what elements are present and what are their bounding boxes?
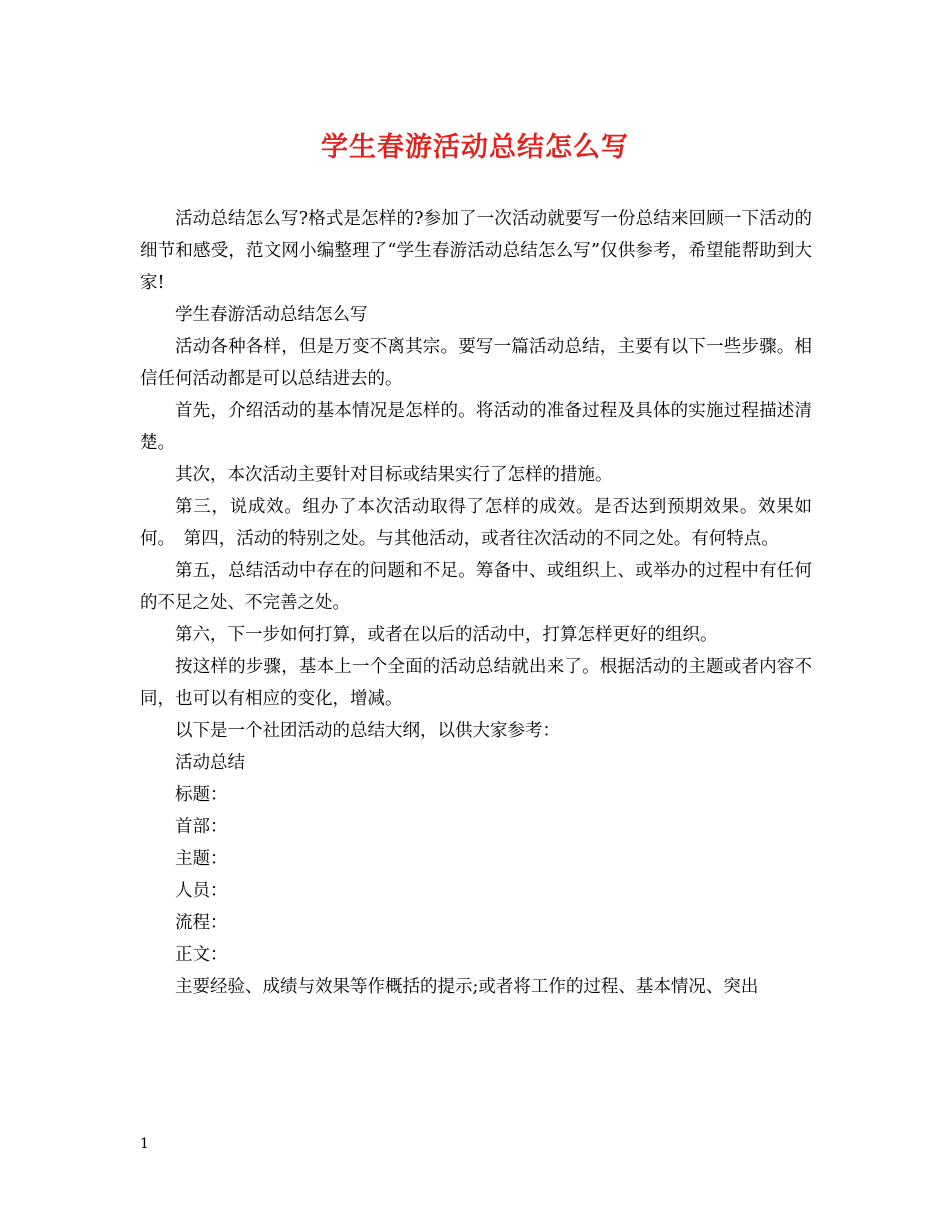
outline-item: 人员：	[175, 881, 228, 901]
outline-item: 正文：	[175, 945, 228, 965]
outline-item: 流程：	[175, 913, 228, 933]
outline-item: 标题：	[175, 785, 228, 805]
outline-item: 活动总结	[175, 753, 245, 773]
paragraph: 首先，介绍活动的基本情况是怎样的。将活动的准备过程及具体的实施过程描述清楚。	[140, 401, 812, 453]
paragraph: 按这样的步骤，基本上一个全面的活动总结就出来了。根据活动的主题或者内容不同，也可以有相应的变化，增减。	[140, 657, 812, 709]
paragraph: 以下是一个社团活动的总结大纲，以供大家参考：	[175, 721, 560, 741]
paragraph: 主要经验、成绩与效果等作概括的提示;或者将工作的过程、基本情况、突出	[175, 977, 759, 997]
paragraph: 第五，总结活动中存在的问题和不足。筹备中、或组织上、或举办的过程中有任何的不足之处、不完善之处。	[140, 561, 812, 613]
paragraph: 学生春游活动总结怎么写	[175, 305, 368, 325]
paragraph: 活动各种各样，但是万变不离其宗。要写一篇活动总结，主要有以下一些步骤。相信任何活动都是可以总结进去的。	[140, 337, 812, 389]
paragraph: 活动总结怎么写?格式是怎样的?参加了一次活动就要写一份总结来回顾一下活动的细节和感受，范文网小编整理了“学生春游活动总结怎么写”仅供参考，希望能帮助到大家!	[140, 209, 812, 293]
document-title: 学生春游活动总结怎么写	[321, 132, 629, 163]
document-body	[140, 203, 812, 1003]
outline-item: 主题：	[175, 849, 228, 869]
paragraph: 第三，说成效。组办了本次活动取得了怎样的成效。是否达到预期效果。效果如何。 第四，活动的特别之处。与其他活动，或者往次活动的不同之处。有何特点。	[140, 497, 812, 549]
paragraph: 第六，下一步如何打算，或者在以后的活动中，打算怎样更好的组织。	[175, 625, 718, 645]
paragraph: 其次，本次活动主要针对目标或结果实行了怎样的措施。	[175, 465, 613, 485]
page-number: 1	[140, 1136, 149, 1152]
outline-item: 首部：	[175, 817, 228, 837]
